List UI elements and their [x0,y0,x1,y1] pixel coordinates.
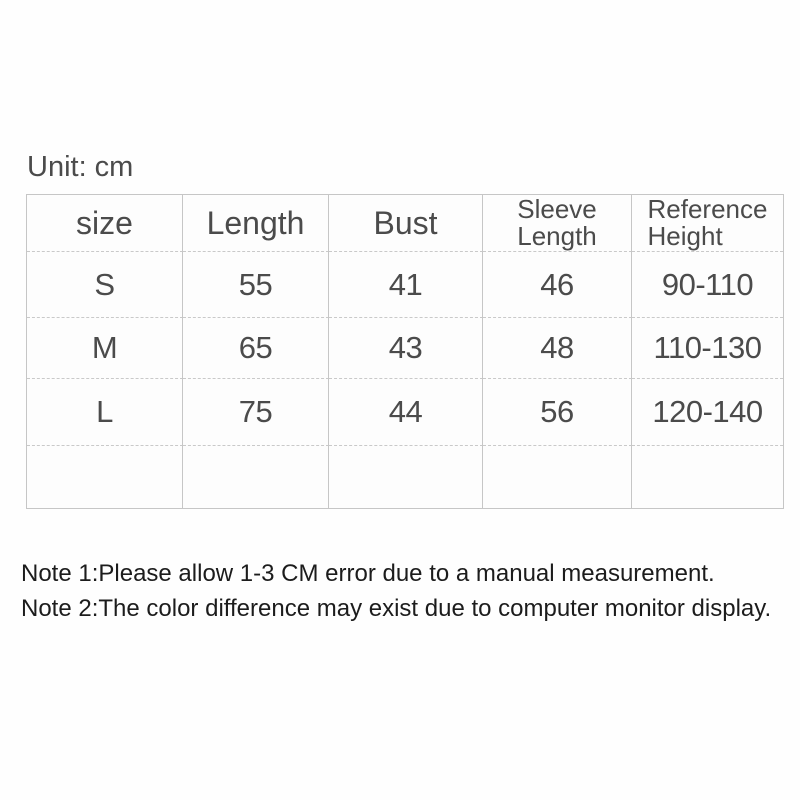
note-1: Note 1:Please allow 1-3 CM error due to a manual measurement. [21,560,715,587]
table-cell-size-s: S [27,252,183,318]
table-cell-length-l: 75 [183,379,329,446]
header-label-size: size [76,204,133,241]
table-cell-height-l: 120-140 [632,379,783,446]
empty-cell [27,446,183,508]
table-cell-length-s: 55 [183,252,329,318]
header-label-sleeve-length: Sleeve Length [517,194,597,251]
table-cell-sleeve-l: 56 [483,379,632,446]
empty-cell [632,446,783,508]
header-label-length: Length [206,204,305,241]
table-cell-length-m: 65 [183,318,329,379]
table-cell-bust-s: 41 [329,252,483,318]
header-cell-sleeve-length [483,195,632,252]
unit-label: Unit: cm [27,151,134,183]
header-cell-size [27,195,183,252]
table-cell-bust-l: 44 [329,379,483,446]
table-cell-height-s: 90-110 [632,252,783,318]
note-2: Note 2:The color difference may exist due to computer monitor display. [21,595,772,622]
header-label-reference-height: Reference Height [647,194,768,251]
table-cell-sleeve-s: 46 [483,252,632,318]
table-cell-height-m: 110-130 [632,318,783,379]
empty-cell [483,446,632,508]
table-cell-bust-m: 43 [329,318,483,379]
header-cell-reference-height [632,195,783,252]
size-table [26,194,784,509]
notes-block [21,556,771,626]
header-cell-bust [329,195,483,252]
empty-cell [329,446,483,508]
table-cell-sleeve-m: 48 [483,318,632,379]
header-label-bust: Bust [373,204,438,241]
table-cell-size-l: L [27,379,183,446]
table-cell-size-m: M [27,318,183,379]
header-cell-length [183,195,329,252]
empty-cell [183,446,329,508]
